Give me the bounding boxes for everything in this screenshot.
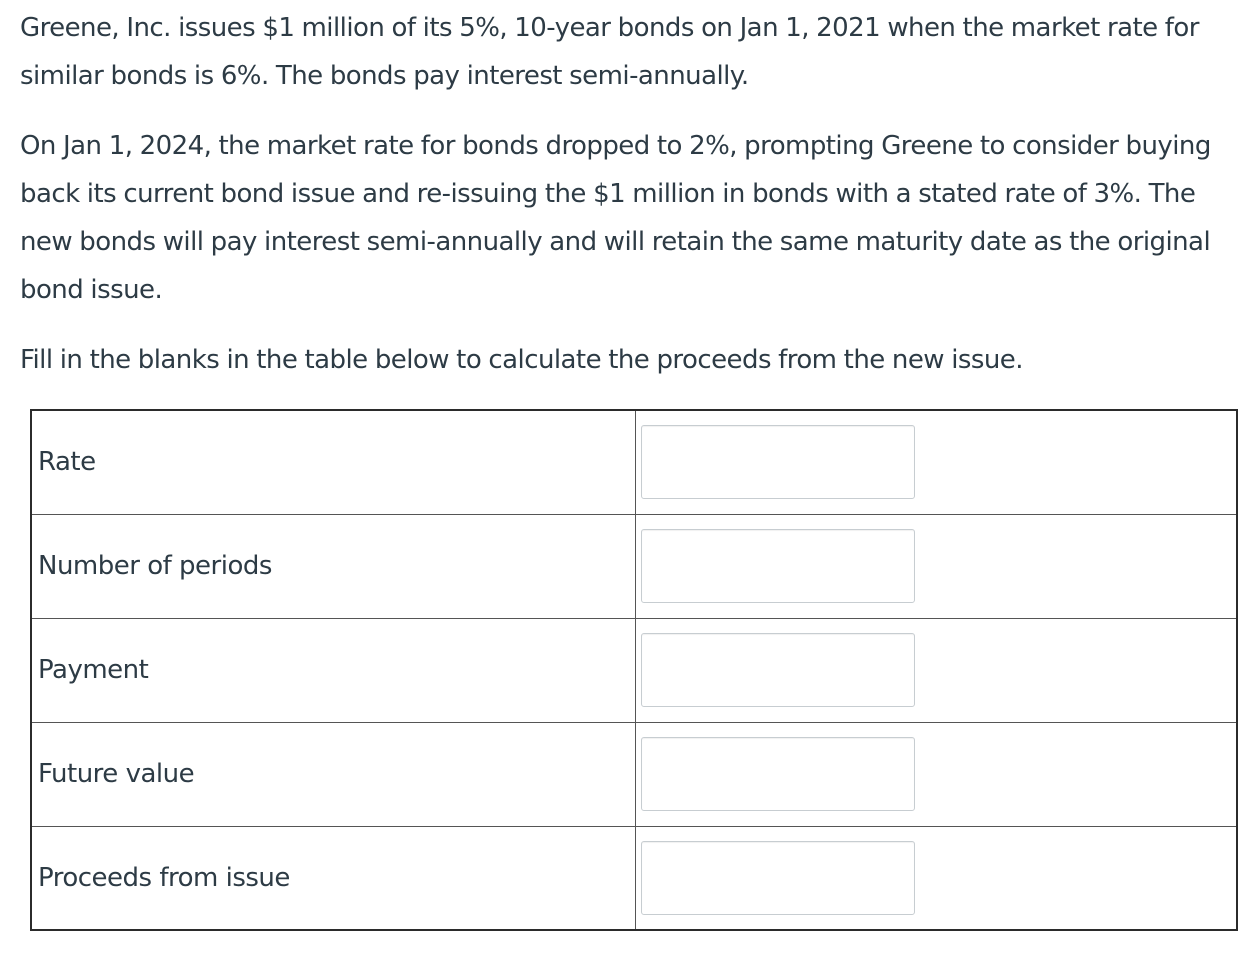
input-cell (635, 618, 1237, 722)
answer-table (30, 409, 1238, 931)
payment-input[interactable] (641, 633, 915, 707)
table-row (31, 410, 1237, 514)
proceeds-from-issue-input[interactable] (641, 841, 915, 915)
rate-input[interactable] (641, 425, 915, 499)
question-instruction: Fill in the blanks in the table below to calculate the proceeds from the new issue. (20, 345, 1023, 375)
row-label-future-value: Future value (31, 722, 635, 826)
row-label-proceeds-from-issue: Proceeds from issue (31, 826, 635, 930)
row-label-number-of-periods: Number of periods (31, 514, 635, 618)
table-row (31, 514, 1237, 618)
question-text (20, 4, 1242, 384)
input-cell (635, 410, 1237, 514)
table-row (31, 722, 1237, 826)
input-cell (635, 722, 1237, 826)
number-of-periods-input[interactable] (641, 529, 915, 603)
row-label-rate: Rate (31, 410, 635, 514)
future-value-input[interactable] (641, 737, 915, 811)
question-paragraph: Greene, Inc. issues $1 million of its 5%, 10-year bonds on Jan 1, 2021 when the market rate for similar bonds is 6%. The bonds pay interest semi-annually. (20, 13, 1199, 91)
question-paragraph: On Jan 1, 2024, the market rate for bonds dropped to 2%, prompting Greene to consider buying back its current bond issue and re-issuing the $1 million in bonds with a stated rate of 3%. The new bonds will pay interest semi-annually and will retain the same maturity date as the original bond issue. (20, 131, 1211, 305)
row-label-payment: Payment (31, 618, 635, 722)
table-row (31, 618, 1237, 722)
input-cell (635, 514, 1237, 618)
table-row (31, 826, 1237, 930)
input-cell (635, 826, 1237, 930)
